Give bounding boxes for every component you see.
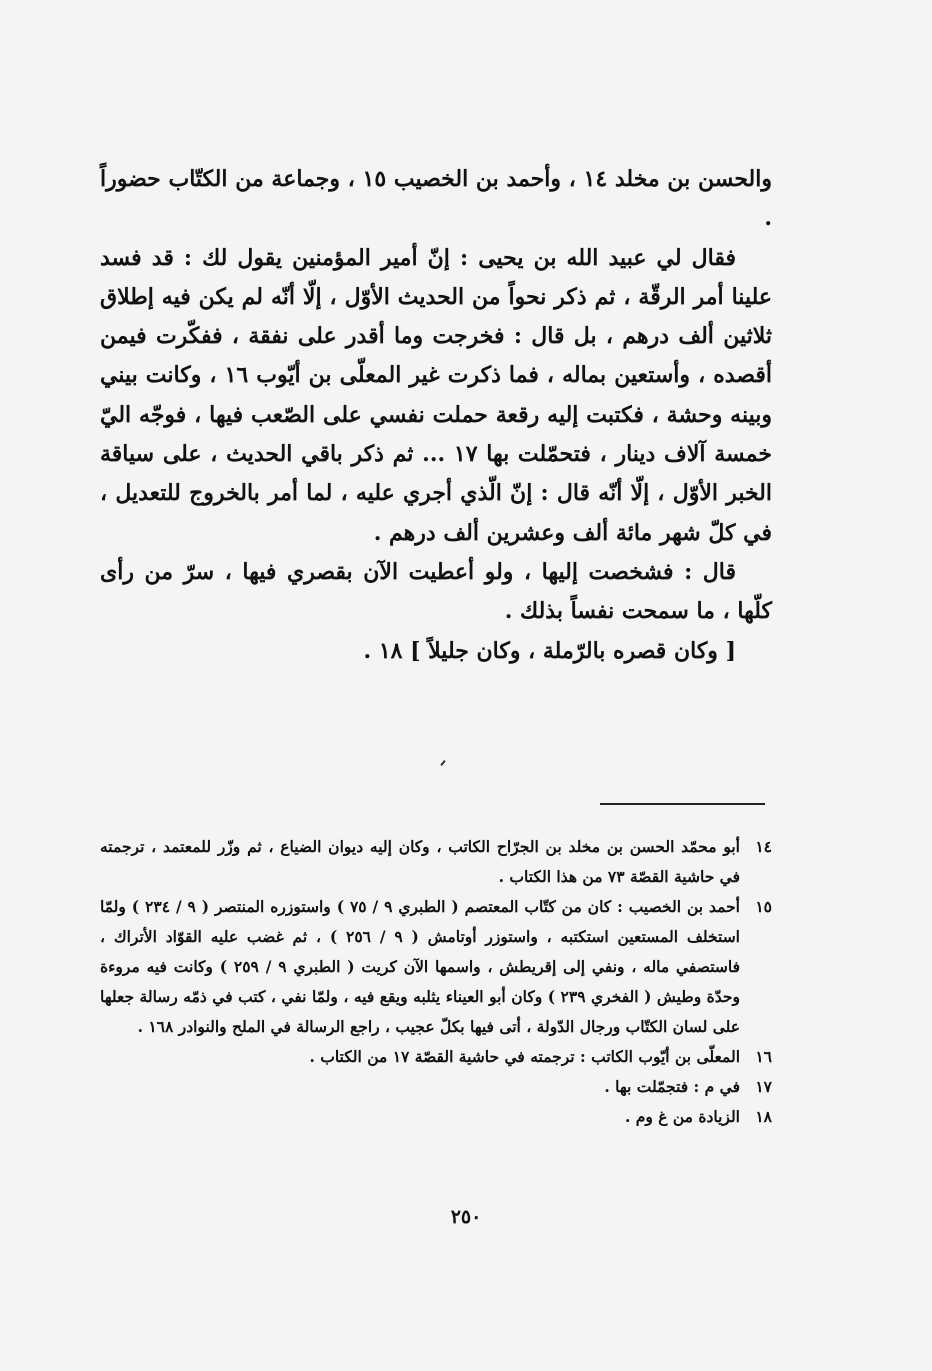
footnotes-block <box>100 832 772 1132</box>
footnote-number: ١٧ <box>755 1077 772 1096</box>
footnote-14 <box>100 832 772 892</box>
ink-speck <box>440 760 445 766</box>
footnote-text: المعلّى بن أيّوب الكاتب : ترجمته في حاشية القصّة ١٧ من الكتاب . <box>309 1047 740 1066</box>
paragraph-4: [ وكان قصره بالرّملة ، وكان جليلاً ] ١٨ . <box>363 637 736 664</box>
paragraph-1: والحسن بن مخلد ١٤ ، وأحمد بن الخصيب ١٥ ، وجماعة من الكتّاب حضوراً . <box>100 166 772 232</box>
footnote-text: أبو محمّد الحسن بن مخلد بن الجرّاح الكاتب ، وكان إليه ديوان الضياع ، ثم وزّر للمعتمد ، ترجمته في حاشية القصّة ٧٣ من هذا الكتاب . <box>100 837 740 886</box>
footnote-17 <box>100 1072 772 1102</box>
footnote-15 <box>100 892 772 1042</box>
footnote-number: ١٨ <box>755 1107 772 1126</box>
page-number: ٢٥٠ <box>450 1206 482 1228</box>
main-text-block <box>100 160 772 671</box>
footnote-18 <box>100 1102 772 1132</box>
footnote-number: ١٦ <box>755 1047 772 1066</box>
footnote-16 <box>100 1042 772 1072</box>
footnote-text: أحمد بن الخصيب : كان من كتّاب المعتصم ( الطبري ٩ / ٧٥ ) واستوزره المنتصر ( ٩ / ٢٣٤ ) ولمّا استخلف المستعين استكتبه ، واستوزر أوتامش ( ٩ / ٢٥٦ ) ، ثم غضب عليه القوّاد الأتراك ، فاستصفي ماله ، ونفي إلى إقريطش ، واسمها الآن كريت ( الطبري ٩ / ٢٥٩ ) وكانت فيه مروءة وحدّة وطيش ( الفخري ٢٣٩ ) وكان أبو العيناء يثلبه ويقع فيه ، ولمّا نفي ، كتب في ذمّه رسالة جعلها على لسان الكتّاب ورجال الدّولة ، أتى فيها بكلّ عجيب ، راجع الرسالة في الملح والنوادر ١٦٨ . <box>100 897 741 1036</box>
footnote-number: ١٥ <box>755 897 772 916</box>
footnote-text: في م : فتجمّلت بها . <box>604 1077 740 1096</box>
paragraph-2: فقال لي عبيد الله بن يحيى : إنّ أمير المؤمنين يقول لك : قد فسد علينا أمر الرقّة ، ثم ذكر نحواً من الحديث الأوّل ، إلّا أنّه لم يكن فيه إطلاق ثلاثين ألف درهم ، بل قال : فخرجت وما أقدر على نفقة ، ففكّرت فيمن أقصده ، وأستعين بماله ، فما ذكرت غير المعلّى بن أيّوب ١٦ ، وكانت بيني وبينه وحشة ، فكتبت إليه رقعة حملت نفسي على الصّعب فيها ، فوجّه اليّ خمسة آلاف دينار ، فتحمّلت بها ١٧ ... ثم ذكر باقي الحديث ، على سياقة الخبر الأوّل ، إلّا أنّه قال : إنّ الّذي أجري عليه ، لما أمر بالخروج للتعديل ، في كلّ شهر مائة ألف وعشرين ألف درهم . <box>100 244 773 546</box>
footnote-text: الزيادة من غ وم . <box>624 1107 740 1126</box>
footnote-number: ١٤ <box>755 837 772 856</box>
paragraph-3: قال : فشخصت إليها ، ولو أعطيت الآن بقصري فيها ، سرّ من رأى كلّها ، ما سمحت نفساً بذلك . <box>100 558 772 625</box>
footnote-divider <box>600 803 765 805</box>
